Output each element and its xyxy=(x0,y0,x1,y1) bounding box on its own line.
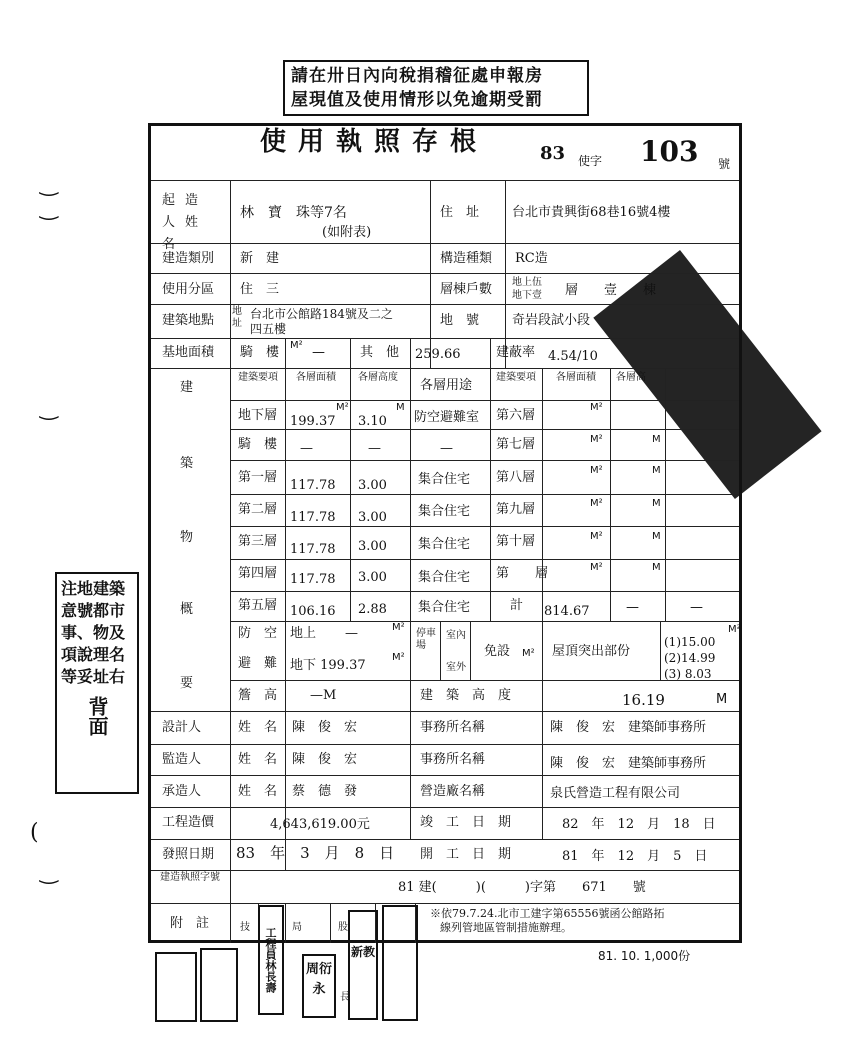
floor-area: 117.78 xyxy=(290,572,336,587)
approval-cell-office: 局 xyxy=(292,922,302,933)
notice-line-2: 屋現值及使用情形以免逾期受罰 xyxy=(291,90,543,110)
side-note-line: 事、物及 xyxy=(61,623,126,642)
cost-value: 4,643,619.00元 xyxy=(270,817,370,832)
floor-name: 第一層 xyxy=(238,470,278,485)
site-addr-label: 地址 xyxy=(232,306,242,329)
unit-m: M xyxy=(652,562,661,573)
remarks-note-2: 線列管地區管制措施辦理。 xyxy=(440,921,572,934)
issue-label: 發照日期 xyxy=(162,847,215,862)
edge-mark: ‿ xyxy=(40,172,58,197)
parking-label: 停車場 xyxy=(416,628,436,651)
doc-word: 使字 xyxy=(578,154,603,168)
office-label: 事務所名稱 xyxy=(420,720,486,735)
unit-m2: M² xyxy=(392,652,405,663)
unit-m2: M² xyxy=(590,562,603,573)
edge-mark: ( xyxy=(30,820,39,845)
complete-label: 竣 工 日 期 xyxy=(420,815,512,830)
structure-value: RC造 xyxy=(515,251,548,266)
designer-office: 陳 俊 宏 建築師事務所 xyxy=(550,720,707,735)
unit-m: M xyxy=(716,692,728,707)
approval-cell-tech: 技 xyxy=(240,922,250,933)
section-char: 建 xyxy=(180,380,194,395)
name-label: 姓 名 xyxy=(238,784,278,799)
shelter-label-1: 防 空 xyxy=(238,626,278,641)
side-note-line: 注地建築 xyxy=(61,579,126,598)
permit-value: 81 建( )( )字第 671 號 xyxy=(398,880,646,895)
unit-m2: M² xyxy=(590,531,603,542)
area-attic-value: — xyxy=(312,345,325,360)
floor-height: 3.00 xyxy=(358,510,387,525)
ratio-value: 4.54/10 xyxy=(548,349,598,364)
approval-cell-section: 股 xyxy=(338,922,348,933)
floor-area: 117.78 xyxy=(290,542,336,557)
site-value-2: 四五樓 xyxy=(250,322,287,336)
roof-value-3: (3) 8.03 xyxy=(664,667,712,681)
engineer-stamp: 工程員林長壽 xyxy=(258,905,284,1015)
unit-m: M xyxy=(396,402,405,413)
unit-m2: M² xyxy=(590,498,603,509)
section-char: 物 xyxy=(180,530,194,545)
floor-area: — xyxy=(300,441,313,456)
contractor-label: 承造人 xyxy=(162,784,202,799)
floor-height: 3.00 xyxy=(358,478,387,493)
side-note-back: 背面 xyxy=(85,696,109,736)
official-seal-left xyxy=(155,952,197,1022)
floor-height: 3.00 xyxy=(358,539,387,554)
floor-use: 集合住宅 xyxy=(418,504,471,519)
structure-label: 構造種類 xyxy=(440,251,493,266)
doc-year: 83 xyxy=(540,143,566,164)
floor-name: 地下層 xyxy=(238,408,278,423)
notice-line-1: 請在卅日內向稅捐稽征處申報房 xyxy=(291,66,543,86)
site-value: 台北市公館路184號及二之 xyxy=(250,307,393,321)
cost-label: 工程造價 xyxy=(162,815,215,830)
name-label: 姓 名 xyxy=(238,752,278,767)
floor-use: 集合住宅 xyxy=(418,472,471,487)
section-chief-stamp: 周衍永 xyxy=(302,954,336,1018)
build-height-label: 建 築 高 度 xyxy=(420,688,512,703)
edge-mark: ‿ xyxy=(40,196,58,221)
floor-name-right: 第六層 xyxy=(496,408,536,423)
floor-use: 防空避難室 xyxy=(414,410,480,425)
approval-cell-chief: 長 xyxy=(340,992,350,1003)
shelter-below: 地下 199.37 xyxy=(290,658,366,673)
contractor-name: 蔡 德 發 xyxy=(292,784,358,799)
start-value: 81 年 12 月 5 日 xyxy=(562,849,708,864)
owner-name: 林 寶 珠等7名 xyxy=(240,205,347,221)
total-height-dash: — xyxy=(626,600,639,615)
section-char: 要 xyxy=(180,676,194,691)
official-seal-right xyxy=(200,948,238,1022)
issue-value: 83 年 3 月 8 日 xyxy=(236,844,395,862)
print-run: 81. 10. 1,000份 xyxy=(598,949,691,963)
floor-name-right: 第七層 xyxy=(496,437,536,452)
edge-mark: ‿ xyxy=(40,860,58,885)
col-header: 建築要項 xyxy=(496,372,536,383)
unit-m2: M² xyxy=(336,402,349,413)
area-attic-label: 騎 樓 xyxy=(240,345,280,360)
office-label: 事務所名稱 xyxy=(420,752,486,767)
total-extra-dash: — xyxy=(690,600,703,615)
parking-outdoor: 室外 xyxy=(446,662,466,673)
eave-value: —M xyxy=(310,688,337,703)
col-header: 各層高 xyxy=(616,372,646,383)
eave-label: 簷 高 xyxy=(238,688,278,703)
address-label: 住 址 xyxy=(440,205,480,220)
area-label: 基地面積 xyxy=(162,345,215,360)
unit-m2: M² xyxy=(392,622,405,633)
col-header: 各層用途 xyxy=(420,378,473,393)
parking-indoor: 室內 xyxy=(446,630,466,641)
unit-m2: M² xyxy=(522,648,535,659)
col-header: 各層面積 xyxy=(556,372,596,383)
floors-label: 層棟戶數 xyxy=(440,282,493,297)
floor-height: 2.88 xyxy=(358,602,387,617)
shelter-above-value: — xyxy=(345,626,358,641)
floor-name-right: 第十層 xyxy=(496,534,536,549)
side-note-line: 意號都市 xyxy=(61,601,126,620)
roof-value-2: (2)14.99 xyxy=(664,651,716,665)
area-other-label: 其 他 xyxy=(360,345,400,360)
floor-name-right: 第九層 xyxy=(496,502,536,517)
permit-label: 建造執照字號 xyxy=(160,872,220,883)
side-note-line: 等妥址右 xyxy=(61,667,126,686)
designer-label: 設計人 xyxy=(162,720,202,735)
col-header: 建築要項 xyxy=(238,372,278,383)
floor-area: 106.16 xyxy=(290,604,336,619)
supervisor-office: 陳 俊 宏 建築師事務所 xyxy=(550,756,707,771)
area-other-value: 259.66 xyxy=(415,347,461,362)
col-header: 各層面積 xyxy=(296,372,336,383)
owner-note: (如附表) xyxy=(322,225,372,240)
build-height-value: 16.19 xyxy=(622,691,665,709)
floor-use: 集合住宅 xyxy=(418,537,471,552)
remarks-label: 附 註 xyxy=(170,916,210,931)
zone-value: 住 三 xyxy=(240,282,280,297)
side-note-line: 項說理名 xyxy=(61,645,126,664)
owner-label: 起造人姓名 xyxy=(162,193,209,252)
unit-m2: M² xyxy=(728,624,741,635)
floor-area: 199.37 xyxy=(290,414,336,429)
notice-banner xyxy=(283,60,589,116)
floor-area: 117.78 xyxy=(290,478,336,493)
doc-number: 103 xyxy=(640,135,699,168)
unit-m2: M² xyxy=(590,434,603,445)
remarks-note-1: ※依79.7.24.北市工建字第65556號函公館路拓 xyxy=(430,907,665,920)
supervisor-label: 監造人 xyxy=(162,752,202,767)
floor-name: 第二層 xyxy=(238,502,278,517)
section-char: 築 xyxy=(180,456,194,471)
parking-note: 免設 xyxy=(484,644,511,659)
floor-total: 814.67 xyxy=(544,604,590,619)
unit-m2: M² xyxy=(590,465,603,476)
floor-height: 3.10 xyxy=(358,414,387,429)
director-stamp: 新教 xyxy=(348,910,378,1020)
side-note xyxy=(55,572,139,794)
section-char: 概 xyxy=(180,602,194,617)
floor-area: 117.78 xyxy=(290,510,336,525)
complete-value: 82 年 12 月 18 日 xyxy=(562,817,716,832)
factory-label: 營造廠名稱 xyxy=(420,784,486,799)
unit-m: M xyxy=(652,465,661,476)
floor-name: 騎 樓 xyxy=(238,437,278,452)
unit-m2: M² xyxy=(290,340,303,351)
floor-name-right: 第八層 xyxy=(496,470,536,485)
shelter-label-2: 避 難 xyxy=(238,656,278,671)
type-value: 新 建 xyxy=(240,251,280,266)
floor-name: 第四層 xyxy=(238,566,278,581)
floors-rest: 層 壹 棟 xyxy=(565,283,657,298)
floor-name-right: 第 層 xyxy=(496,566,549,581)
start-label: 開 工 日 期 xyxy=(420,847,512,862)
roof-label: 屋頂突出部份 xyxy=(552,644,631,659)
floor-use: — xyxy=(440,441,453,456)
unit-m2: M² xyxy=(590,402,603,413)
floor-height: — xyxy=(368,441,381,456)
unit-m: M xyxy=(652,434,661,445)
floor-use: 集合住宅 xyxy=(418,600,471,615)
floors-below: 地下壹 xyxy=(512,290,542,301)
floor-name: 第三層 xyxy=(238,534,278,549)
floor-total-label: 計 xyxy=(510,598,524,613)
type-label: 建造類別 xyxy=(162,251,215,266)
doc-suffix: 號 xyxy=(718,157,731,171)
date-stamp xyxy=(382,905,418,1021)
floor-use: 集合住宅 xyxy=(418,570,471,585)
edge-mark: ‿ xyxy=(40,396,58,421)
floor-height: 3.00 xyxy=(358,570,387,585)
lot-value: 奇岩段試小段 xyxy=(512,313,591,328)
designer-name: 陳 俊 宏 xyxy=(292,720,358,735)
supervisor-name: 陳 俊 宏 xyxy=(292,752,358,767)
owner-address: 台北市貴興街68巷16號4樓 xyxy=(512,205,671,220)
site-label: 建築地點 xyxy=(162,313,215,328)
floors-above: 地上伍 xyxy=(512,277,542,288)
floor-name: 第五層 xyxy=(238,598,278,613)
unit-m: M xyxy=(652,498,661,509)
shelter-above: 地上 xyxy=(290,626,317,641)
unit-m: M xyxy=(652,531,661,542)
form-title: 使用執照存根 xyxy=(260,127,489,157)
name-label: 姓 名 xyxy=(238,720,278,735)
roof-value-1: (1)15.00 xyxy=(664,635,716,649)
lot-label: 地 號 xyxy=(440,313,480,328)
ratio-label: 建蔽率 xyxy=(496,345,536,360)
contractor-office: 泉氏營造工程有限公司 xyxy=(550,786,681,801)
col-header: 各層高度 xyxy=(358,372,398,383)
zone-label: 使用分區 xyxy=(162,282,215,297)
